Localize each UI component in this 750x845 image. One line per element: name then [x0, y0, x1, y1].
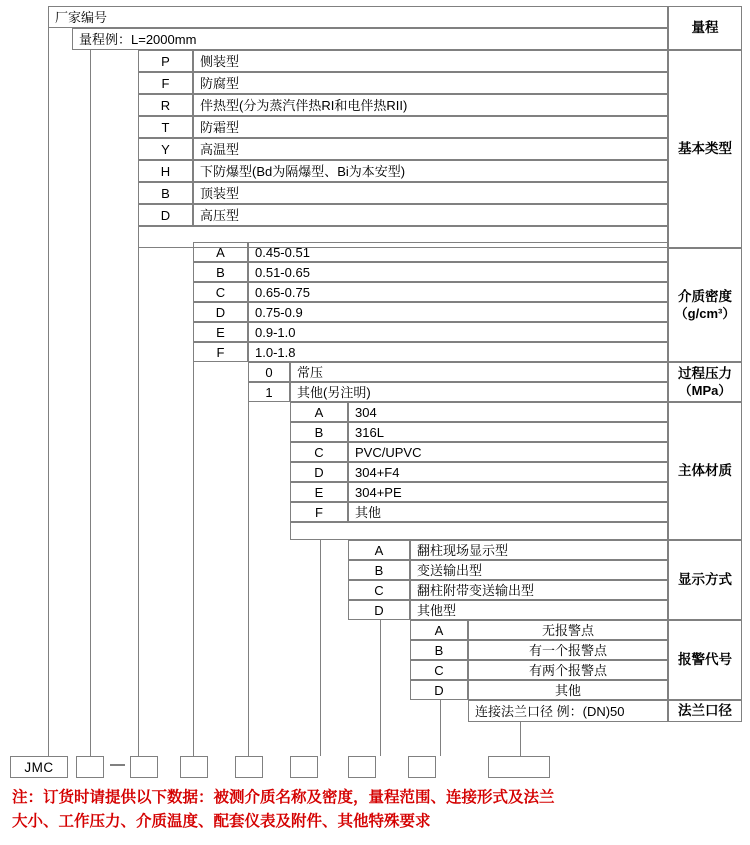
display-mode-desc-3: 其他型	[410, 600, 668, 620]
range-example-label: 量程例：L=2000mm	[79, 31, 197, 47]
connector-line-medium-density	[193, 362, 194, 756]
range-group-label: 量程	[668, 6, 742, 50]
body-material-desc-3: 304+F4	[348, 462, 668, 482]
basic-type-desc-5: 下防爆型(Bd为隔爆型、Bi为本安型)	[193, 160, 668, 182]
process-pressure-group-label: 过程压力 （MPa）	[668, 362, 742, 402]
display-mode-code-2: C	[348, 580, 410, 600]
medium-density-code-1: B	[193, 262, 248, 282]
body-material-desc-2: PVC/UPVC	[348, 442, 668, 462]
model-slot-1[interactable]	[130, 756, 158, 778]
basic-type-code-1: F	[138, 72, 193, 94]
alarm-code-desc-3: 其他	[468, 680, 668, 700]
medium-density-code-3: D	[193, 302, 248, 322]
display-mode-code-0: A	[348, 540, 410, 560]
model-slot-4[interactable]	[290, 756, 318, 778]
range-example-cell	[72, 28, 668, 50]
connector-line-process-pressure	[248, 402, 249, 756]
basic-type-code-6: B	[138, 182, 193, 204]
connector-line-basic-type	[138, 248, 139, 756]
alarm-code-desc-2: 有两个报警点	[468, 660, 668, 680]
connector-line-display-mode	[380, 620, 381, 756]
connector-line-alarm-code	[440, 700, 441, 756]
alarm-code-code-1: B	[410, 640, 468, 660]
process-pressure-code-0: 0	[248, 362, 290, 382]
connector-line-flange-size	[520, 722, 521, 756]
basic-type-desc-1: 防腐型	[193, 72, 668, 94]
connector-line-range	[90, 50, 91, 756]
model-slot-0[interactable]	[76, 756, 104, 778]
basic-type-code-5: H	[138, 160, 193, 182]
basic-type-code-0: P	[138, 50, 193, 72]
display-mode-code-3: D	[348, 600, 410, 620]
body-material-code-5: F	[290, 502, 348, 522]
medium-density-desc-5: 1.0-1.8	[248, 342, 668, 362]
medium-density-group-label: 介质密度 （g/cm³）	[668, 248, 742, 362]
basic-type-group-label: 基本类型	[668, 50, 742, 248]
medium-density-unit: （g/cm³）	[674, 305, 736, 321]
connector-line-body-material	[320, 540, 321, 756]
display-mode-group-label: 显示方式	[668, 540, 742, 620]
body-material-desc-0: 304	[348, 402, 668, 422]
process-pressure-desc-0: 常压	[290, 362, 668, 382]
basic-type-code-7: D	[138, 204, 193, 226]
display-mode-desc-0: 翻柱现场显示型	[410, 540, 668, 560]
model-prefix-box[interactable]: JMC	[10, 756, 68, 778]
basic-type-code-4: Y	[138, 138, 193, 160]
medium-density-code-0: A	[193, 242, 248, 262]
alarm-code-desc-1: 有一个报警点	[468, 640, 668, 660]
flange-size-group-label: 法兰口径	[668, 700, 742, 722]
order-note-line2: 大小、工作压力、介质温度、配套仪表及附件、其他特殊要求	[12, 813, 431, 831]
basic-type-desc-3: 防霜型	[193, 116, 668, 138]
medium-density-desc-4: 0.9-1.0	[248, 322, 668, 342]
alarm-code-code-3: D	[410, 680, 468, 700]
body-material-desc-1: 316L	[348, 422, 668, 442]
flange-size-desc: 连接法兰口径 例：(DN)50	[468, 700, 668, 722]
model-slot-2[interactable]	[180, 756, 208, 778]
medium-density-code-2: C	[193, 282, 248, 302]
model-slot-5[interactable]	[348, 756, 376, 778]
body-material-spacer-row	[290, 522, 668, 540]
alarm-code-desc-0: 无报警点	[468, 620, 668, 640]
basic-type-code-2: R	[138, 94, 193, 116]
body-material-code-0: A	[290, 402, 348, 422]
basic-type-desc-7: 高压型	[193, 204, 668, 226]
medium-density-desc-3: 0.75-0.9	[248, 302, 668, 322]
body-material-desc-4: 304+PE	[348, 482, 668, 502]
body-material-code-3: D	[290, 462, 348, 482]
display-mode-code-1: B	[348, 560, 410, 580]
connector-line-manufacturer	[48, 28, 49, 756]
model-slot-3[interactable]	[235, 756, 263, 778]
model-slot-7[interactable]	[488, 756, 550, 778]
process-pressure-unit: （MPa）	[678, 382, 732, 398]
alarm-code-code-2: C	[410, 660, 468, 680]
body-material-group-label: 主体材质	[668, 402, 742, 540]
model-dash: —	[110, 756, 125, 773]
basic-type-desc-6: 顶装型	[193, 182, 668, 204]
alarm-code-group-label: 报警代号	[668, 620, 742, 700]
body-material-code-4: E	[290, 482, 348, 502]
display-mode-desc-1: 变送输出型	[410, 560, 668, 580]
process-pressure-desc-1: 其他(另注明)	[290, 382, 668, 402]
medium-density-desc-2: 0.65-0.75	[248, 282, 668, 302]
basic-type-desc-4: 高温型	[193, 138, 668, 160]
alarm-code-code-0: A	[410, 620, 468, 640]
display-mode-desc-2: 翻柱附带变送输出型	[410, 580, 668, 600]
medium-density-code-4: E	[193, 322, 248, 342]
body-material-desc-5: 其他	[348, 502, 668, 522]
medium-density-code-5: F	[193, 342, 248, 362]
basic-type-desc-2: 伴热型(分为蒸汽伴热RI和电伴热RII)	[193, 94, 668, 116]
order-note	[12, 786, 742, 834]
process-pressure-code-1: 1	[248, 382, 290, 402]
order-note-line1: 注：订货时请提供以下数据：被测介质名称及密度，量程范围、连接形式及法兰	[12, 789, 555, 806]
medium-density-desc-0: 0.45-0.51	[248, 242, 668, 262]
medium-density-desc-1: 0.51-0.65	[248, 262, 668, 282]
manufacturer-no-label: 厂家编号	[55, 9, 108, 25]
basic-type-code-3: T	[138, 116, 193, 138]
body-material-code-1: B	[290, 422, 348, 442]
manufacturer-no-cell	[48, 6, 668, 28]
basic-type-desc-0: 侧装型	[193, 50, 668, 72]
model-slot-6[interactable]	[408, 756, 436, 778]
body-material-code-2: C	[290, 442, 348, 462]
